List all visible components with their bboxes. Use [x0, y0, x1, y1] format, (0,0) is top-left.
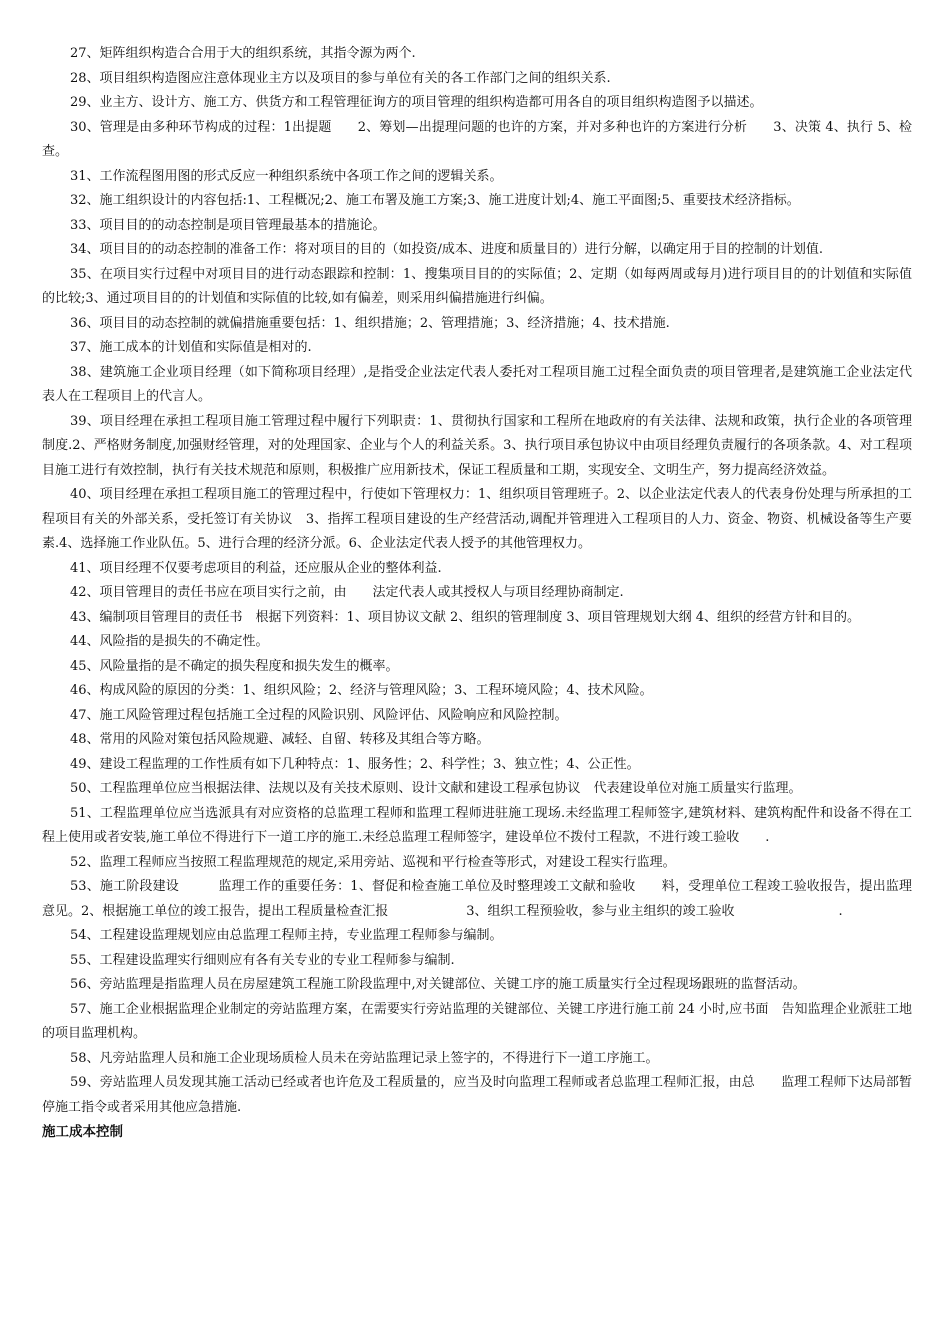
paragraph-53: 53、施工阶段建设 监理工作的重要任务：1、督促和检查施工单位及时整理竣工文献和验收 料，受理单位工程竣工验收报告，提出监理意见。2、根据施工单位的竣工报告，提出工程质量检查汇报 3、组织工程预验收，参与业主组织的竣工验收 .	[42, 879, 912, 919]
paragraph-50: 50、工程监理单位应当根据法律、法规以及有关技术原则、设计文献和建设工程承包协议 代表建设单位对施工质量实行监理。	[70, 781, 802, 796]
paragraph-35: 35、在项目实行过程中对项目目的进行动态跟踪和控制：1、搜集项目目的的实际值；2、定期（如每两周或每月)进行项目目的的计划值和实际值的比较;3、通过项目目的的计划值和实际值的比较,如有偏差，则采用纠偏措施进行纠偏。	[42, 266, 912, 306]
paragraph-28: 28、项目组织构造图应注意体现业主方以及项目的参与单位有关的各工作部门之间的组织关系.	[70, 70, 611, 86]
paragraph-30: 30、管理是由多种环节构成的过程：1出提题 2、筹划—出提理问题的也许的方案，并对多种也许的方案进行分析 3、决策 4、执行 5、检查。	[42, 119, 912, 159]
section-heading: 施工成本控制	[42, 1124, 123, 1140]
paragraph-49: 49、建设工程监理的工作性质有如下几种特点：1、服务性；2、科学性；3、独立性；4、公正性。	[70, 756, 640, 772]
paragraph-38: 38、建筑施工企业项目经理（如下简称项目经理）,是指受企业法定代表人委托对工程项目施工过程全面负责的项目管理者,是建筑施工企业法定代表人在工程项目上的代言人。	[42, 364, 912, 404]
paragraph-37: 37、施工成本的计划值和实际值是相对的.	[70, 340, 312, 355]
paragraph-42: 42、项目管理目的责任书应在项目实行之前，由 法定代表人或其授权人与项目经理协商制定.	[70, 585, 624, 600]
paragraph-41: 41、项目经理不仅要考虑项目的利益，还应服从企业的整体利益.	[70, 560, 442, 576]
paragraph-44: 44、风险指的是损失的不确定性。	[70, 634, 269, 649]
paragraph-34: 34、项目目的的动态控制的准备工作：将对项目的目的（如投资/成本、进度和质量目的）进行分解，以确定用于目的控制的计划值.	[70, 242, 824, 257]
paragraph-46: 46、构成风险的原因的分类：1、组织风险；2、经济与管理风险；3、工程环境风险；4、技术风险。	[70, 683, 653, 698]
paragraph-29: 29、业主方、设计方、施工方、供货方和工程管理征询方的项目管理的组织构造都可用各自的项目组织构造图予以描述。	[70, 95, 763, 110]
paragraph-27: 27、矩阵组织构造合合用于大的组织系统，其指令源为两个.	[70, 46, 416, 61]
paragraph-55: 55、工程建设监理实行细则应有各有关专业的专业工程师参与编制.	[70, 952, 455, 968]
paragraph-43: 43、编制项目管理目的责任书 根据下列资料：1、项目协议文献 2、组织的管理制度 3、项目管理规划大纲 4、组织的经营方针和目的。	[70, 609, 861, 625]
paragraph-57: 57、施工企业根据监理企业制定的旁站监理方案，在需要实行旁站监理的关键部位、关键工序进行施工前 24 小时,应书面 告知监理企业派驻工地的项目监理机构。	[42, 1001, 912, 1041]
paragraph-59: 59、旁站监理人员发现其施工活动已经或者也许危及工程质量的，应当及时向监理工程师或者总监理工程师汇报，由总 监理工程师下达局部暂停施工指令或者采用其他应急措施.	[42, 1075, 912, 1115]
paragraph-52: 52、监理工程师应当按照工程监理规范的规定,采用旁站、巡视和平行检查等形式，对建设工程实行监理。	[70, 854, 676, 870]
paragraph-32: 32、施工组织设计的内容包括:1、工程概况;2、施工布署及施工方案;3、施工进度计划;4、施工平面图;5、重要技术经济指标。	[70, 193, 800, 208]
paragraph-48: 48、常用的风险对策包括风险规避、减轻、自留、转移及其组合等方略。	[70, 732, 490, 747]
paragraph-47: 47、施工风险管理过程包括施工全过程的风险识别、风险评估、风险响应和风险控制。	[70, 707, 568, 723]
paragraph-33: 33、项目目的的动态控制是项目管理最基本的措施论。	[70, 217, 386, 233]
paragraph-39: 39、项目经理在承担工程项目施工管理过程中履行下列职责：1、贯彻执行国家和工程所在地政府的有关法律、法规和政策，执行企业的各项管理制度.2、严格财务制度,加强财经管理，对的处理国家、企业与个人的利益关系。3、执行项目承包协议中由项目经理负责履行的各项条款。4、对工程项目施工进行有效控制，执行有关技术规范和原则，积极推广应用新技术，保证工程质量和工期，实现安全、文明生产，努力提高经济效益。	[42, 413, 912, 478]
paragraph-56: 56、旁站监理是指监理人员在房屋建筑工程施工阶段监理中,对关键部位、关键工序的施工质量实行全过程现场跟班的监督活动。	[70, 977, 806, 992]
document-page	[42, 42, 912, 1145]
paragraph-45: 45、风险量指的是不确定的损失程度和损失发生的概率。	[70, 658, 399, 674]
paragraph-40: 40、项目经理在承担工程项目施工的管理过程中，行使如下管理权力：1、组织项目管理班子。2、以企业法定代表人的代表身份处理与所承担的工程项目有关的外部关系，受托签订有关协议 3、指挥工程项目建设的生产经营活动,调配并管理进入工程项目的人力、资金、物资、机械设备等生产要素.4、选择施工作业队伍。5、进行合理的经济分派。6、企业法定代表人授予的其他管理权力。	[42, 487, 912, 551]
paragraph-54: 54、工程建设监理规划应由总监理工程师主持，专业监理工程师参与编制。	[70, 928, 503, 943]
paragraph-36: 36、项目目的动态控制的就偏措施重要包括：1、组织措施；2、管理措施；3、经济措施；4、技术措施.	[70, 315, 670, 331]
paragraph-51: 51、工程监理单位应当选派具有对应资格的总监理工程师和监理工程师进驻施工现场.未经监理工程师签字,建筑材料、建筑构配件和设备不得在工程上使用或者安装,施工单位不得进行下一道工序的施工.未经总监理工程师签字，建设单位不拨付工程款，不进行竣工验收 .	[42, 805, 912, 845]
paragraph-58: 58、凡旁站监理人员和施工企业现场质检人员未在旁站监理记录上签字的，不得进行下一道工序施工。	[70, 1050, 659, 1066]
paragraph-31: 31、工作流程图用图的形式反应一种组织系统中各项工作之间的逻辑关系。	[70, 168, 503, 184]
